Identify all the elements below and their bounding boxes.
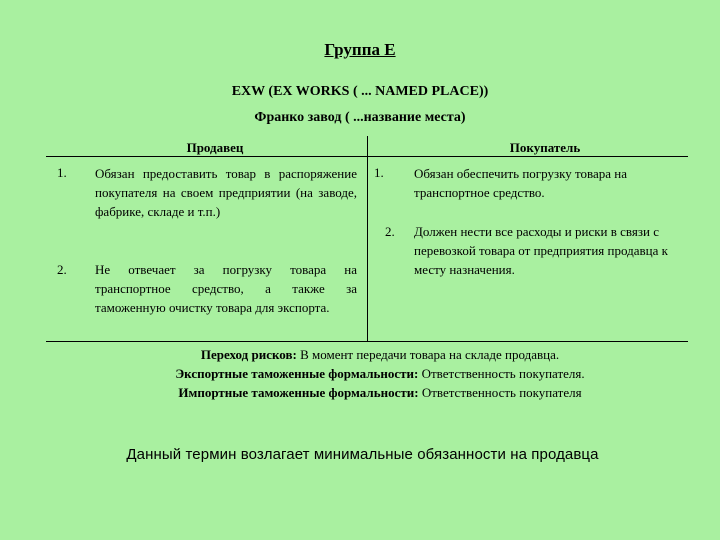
risk-value: Ответственность покупателя <box>418 385 582 400</box>
buyer-item-text: Обязан обеспечить погрузку товара на транспортное средство. <box>414 166 627 200</box>
risk-label: Переход рисков: <box>200 347 297 362</box>
risk-value: В момент передачи товара на складе продавца. <box>296 347 560 362</box>
risk-transfer-line <box>100 345 660 364</box>
risk-label: Экспортные таможенные формальности: <box>175 366 419 381</box>
buyer-header: Покупатель <box>509 140 581 155</box>
table-bottom-border <box>46 341 688 342</box>
export-formalities-line <box>100 364 660 383</box>
buyer-item-number: 1. <box>374 165 384 180</box>
seller-header: Продавец <box>186 140 244 155</box>
term-subtitle-en: EXW (EX WORKS ( ... NAMED PLACE)) <box>231 84 489 99</box>
seller-item-number: 2. <box>57 262 67 277</box>
risk-value: Ответственность покупателя. <box>418 366 585 381</box>
table-column-divider <box>367 136 368 342</box>
buyer-item-number: 2. <box>385 224 395 239</box>
risk-label: Импортные таможенные формальности: <box>178 385 419 400</box>
page-title: Группа E <box>324 40 396 59</box>
buyer-item-text: Должен нести все расходы и риски в связи с перевозкой товара от предприятия продавца к месту назначения. <box>414 224 668 277</box>
term-subtitle-ru: Франко завод ( ...название места) <box>254 110 466 125</box>
footer-note: Данный термин возлагает минимальные обязанности на продавца <box>126 446 599 463</box>
seller-item-text: Обязан предоставить товар в распоряжение покупателя на своем предприятии (на заводе, фабрике, складе и т.п.) <box>95 166 357 219</box>
seller-item-number: 1. <box>57 165 67 180</box>
import-formalities-line <box>100 383 660 402</box>
seller-item-text: Не отвечает за погрузку товара на транспортное средство, а также за таможенную очистку товара для экспорта. <box>95 262 357 315</box>
